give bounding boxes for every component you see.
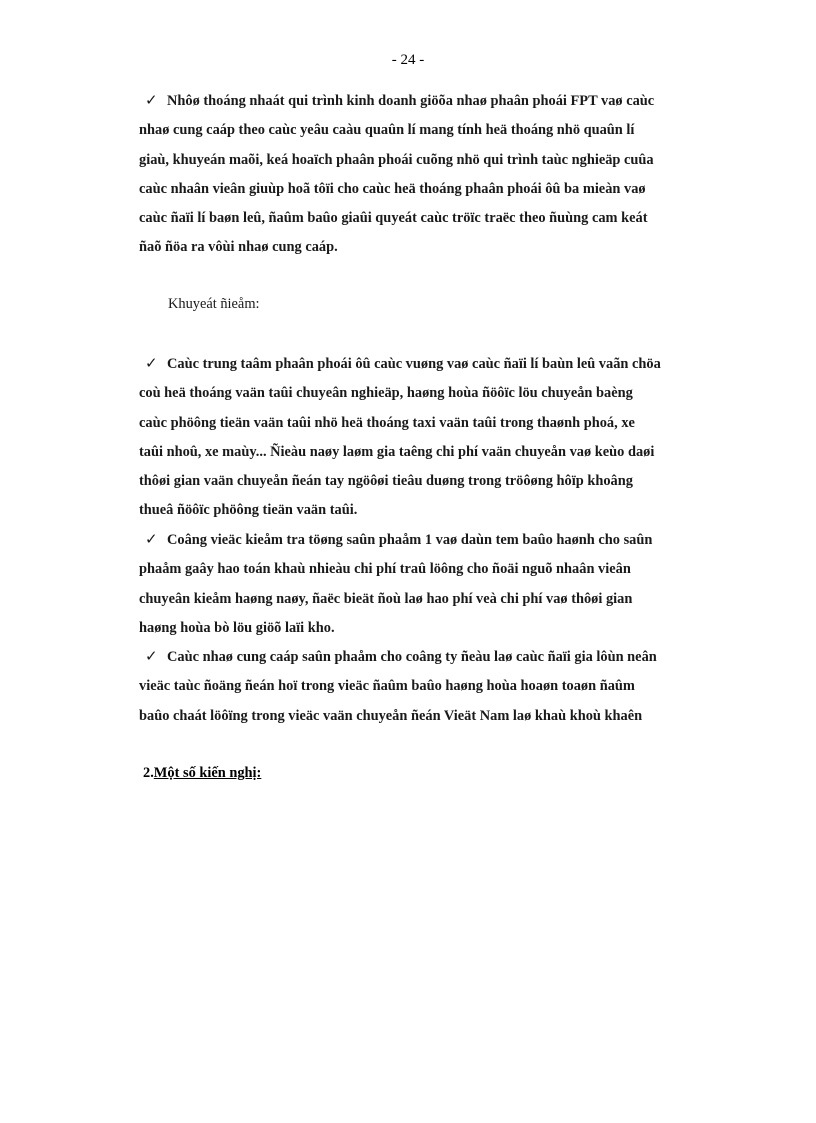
text-line: phaåm gaây hao toán khaù nhieàu chi phí traû löông cho ñoäi nguõ nhaân vieân (139, 561, 631, 578)
section-heading (143, 765, 261, 782)
paragraph-advantage (139, 87, 729, 263)
paragraph-disadvantage-3 (139, 643, 729, 731)
text-line: chuyeân kieåm haøng naøy, ñaëc bieät ñoù laø hao phí veà chi phí vaø thôøi gian (139, 590, 633, 607)
text-line: taûi nhoû, xe maùy... Ñieàu naøy laøm gia taêng chi phí vaän chuyeån vaø keùo daøi (139, 443, 655, 460)
text-line: nhaø cung caáp theo caùc yeâu caàu quaûn lí mang tính heä thoáng nhö quaûn lí (139, 122, 635, 139)
page-number: - 24 - (391, 52, 425, 68)
checkmark-icon: ✓ (145, 532, 158, 548)
text-line: baûo chaát löôïng trong vieäc vaän chuyeån ñeán Vieät Nam laø khaù khoù khaên (139, 707, 643, 724)
text-line: coù heä thoáng vaän taûi chuyeân nghieäp, haøng hoùa ñöôïc löu chuyeån baèng (139, 385, 633, 402)
text-line: ✓ Coâng vieäc kieåm tra töøng saûn phaåm 1 vaø daùn tem baûo haønh cho saûn (139, 526, 729, 555)
checkmark-icon: ✓ (145, 356, 158, 372)
text-line: giaù, khuyeán maõi, keá hoaïch phaân phoái cuõng nhö qui trình taùc nghieäp cuûa (139, 151, 654, 168)
text-line: thueâ ñöôïc phöông tieän vaän taûi. (139, 502, 358, 519)
text-line: ✓ Caùc trung taâm phaân phoái ôû caùc vuøng vaø caùc ñaïi lí baùn leû vaãn chöa (139, 350, 729, 379)
section-title: Một số kiến nghị: (153, 765, 262, 781)
text-line: ñaõ ñöa ra vôùi nhaø cung caáp. (139, 239, 338, 256)
paragraph-disadvantage-2 (139, 526, 729, 643)
disadvantage-heading: Khuyeát ñieåm: (168, 296, 260, 312)
text-line: caùc nhaân vieân giuùp hoã tôïi cho caùc heä thoáng phaân phoái ôû ba mieàn vaø (139, 180, 646, 197)
text-line: ✓ Caùc nhaø cung caáp saûn phaåm cho coâng ty ñeàu laø caùc ñaïi gia lôùn neân (139, 643, 729, 672)
text-line: haøng hoùa bò löu giöõ laïi kho. (139, 619, 335, 636)
text-line: caùc ñaïi lí baøn leû, ñaûm baûo giaûi quyeát caùc tröïc traëc theo ñuùng cam keát (139, 210, 648, 227)
paragraph-disadvantage-1 (139, 350, 729, 526)
section-number: 2. (143, 765, 154, 781)
text-line: caùc phöông tieän vaän taûi nhö heä thoáng taxi vaän taûi trong thaønh phoá, xe (139, 414, 635, 431)
checkmark-icon: ✓ (145, 93, 158, 109)
text-line: thôøi gian vaän chuyeån ñeán tay ngöôøi tieâu duøng trong tröôøng hôïp khoâng (139, 473, 633, 490)
checkmark-icon: ✓ (145, 649, 158, 665)
text-line: vieäc taùc ñoäng ñeán hoï trong vieäc ñaûm baûo haøng hoùa hoaøn toaøn ñaûm (139, 678, 635, 695)
text-line: ✓ Nhôø thoáng nhaát qui trình kinh doanh giöõa nhaø phaân phoái FPT vaø caùc (139, 87, 729, 116)
